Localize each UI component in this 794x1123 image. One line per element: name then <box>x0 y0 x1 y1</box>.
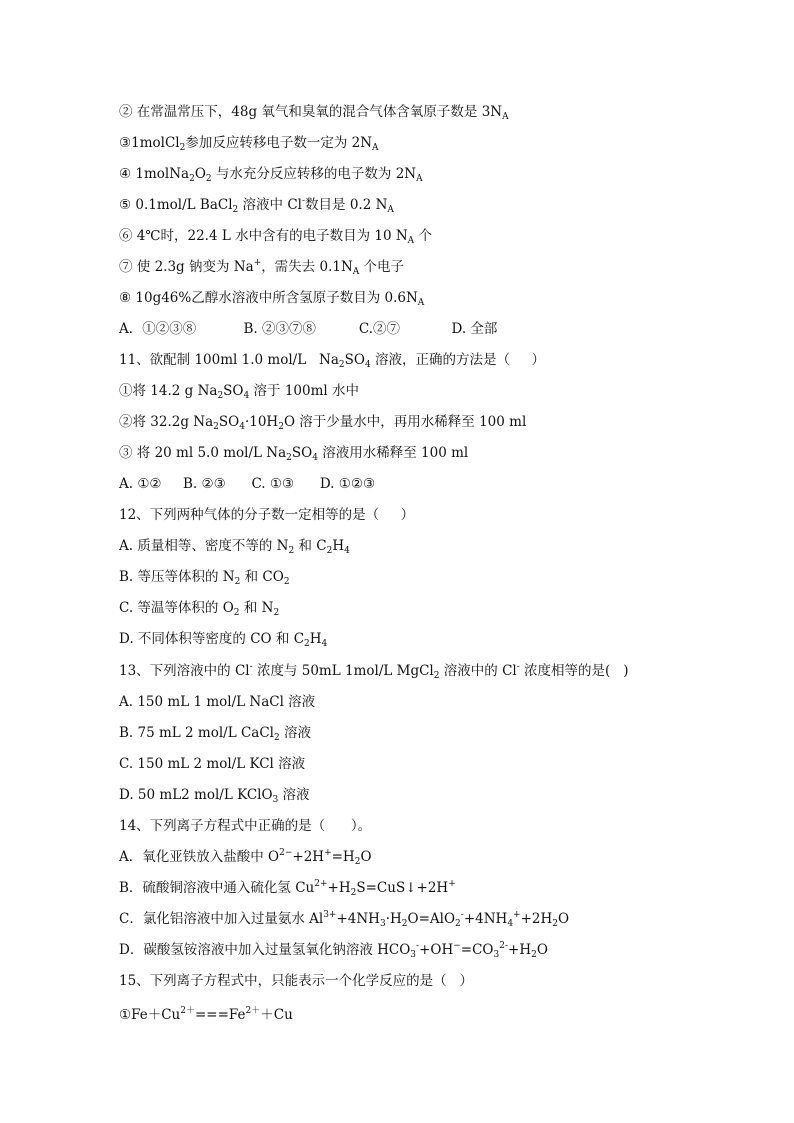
question-13: 13、下列溶液中的 Cl- 浓度与 50mL 1mol/L MgCl$_2$ 溶液中的 Cl- 浓度相等的是( ) <box>119 662 629 681</box>
q14-option-d: D．碳酸氢铵溶液中加入过量氢氧化钠溶液 $HCO_3^-+OH^-=CO_3^{2-}+H_2O$ <box>119 941 548 960</box>
q14-option-a: A．氧化亚铁放入盐酸中 $O^{2-}+2H^+=H_2O$ <box>119 848 372 867</box>
statement-5: ⑤ 0.1mol/L BaCl$_2$ 溶液中 Cl-数目是 0.2 $N_A$ <box>119 196 394 215</box>
q10-options: A．①②③⑧ B. ②③⑦⑧ C.②⑦ D. 全部 <box>119 321 498 337</box>
q13-option-d: D. 50 mL2 mol/L KClO$_3$ 溶液 <box>119 787 310 805</box>
q12-option-c: C. 等温等体积的 $O_2$ 和 $N_2$ <box>119 600 280 618</box>
question-14: 14、下列离子方程式中正确的是（ ）。 <box>119 818 372 834</box>
q12-option-d: D. 不同体积等密度的 CO 和 $C_2H_4$ <box>119 631 328 649</box>
q11-options: A. ①② B. ②③ C. ①③ D. ①②③ <box>119 476 376 492</box>
statement-3: ③1molCl$_2$参加反应转移电子数一定为 $2N_A$ <box>119 135 379 153</box>
q12-option-a: A. 质量相等、密度不等的 $N_2$ 和 $C_2H_4$ <box>119 538 350 556</box>
q11-method-2: ②将 32.2g $Na_2SO_4\cdot 10H_2O$ 溶于少量水中，再用水稀释至 100 ml <box>119 414 527 432</box>
statement-7: ⑦ 使 2.3g 钠变为 Na+，需失去 $0.1N_A$ 个电子 <box>119 258 405 277</box>
q11-method-3: ③ 将 20 ml 5.0 mol/L $Na_2SO_4$ 溶液用水稀释至 100 ml <box>119 445 469 463</box>
q14-option-c: C．氯化铝溶液中加入过量氨水 $Al^{3+}+4NH_3\cdot H_2O=AlO_2^-+4NH_4^++2H_2O$ <box>119 910 570 929</box>
question-12: 12、下列两种气体的分子数一定相等的是（ ） <box>119 507 415 523</box>
statement-6: ⑥ 4℃时，22.4 L 水中含有的电子数目为 10 $N_A$ 个 <box>119 228 432 246</box>
statement-2: ② 在常温常压下，48g 氧气和臭氧的混合气体含氧原子数是 $3N_A$ <box>119 104 509 122</box>
q12-option-b: B. 等压等体积的 $N_2$ 和 $CO_2$ <box>119 569 290 587</box>
statement-8: ⑧ 10g46%乙醇水溶液中所含氢原子数目为 $0.6N_A$ <box>119 290 425 308</box>
q11-method-1: ①将 14.2 g $Na_2SO_4$ 溶于 100ml 水中 <box>119 383 359 401</box>
q13-option-c: C. 150 mL 2 mol/L KCl 溶液 <box>119 756 306 772</box>
q15-equation-1: $①Fe+Cu^{2+}===Fe^{2+}+Cu$ <box>119 1006 293 1023</box>
q14-option-b: B．硫酸铜溶液中通入硫化氢 $Cu^{2+}+H_2S=CuS↓+2H^+$ <box>119 879 456 898</box>
q13-option-a: A. 150 mL 1 mol/L NaCl 溶液 <box>119 694 316 710</box>
q13-option-b: B. 75 mL 2 mol/L CaCl$_2$ 溶液 <box>119 725 312 743</box>
statement-4: ④ $1molNa_2O_2$ 与水充分反应转移的电子数为 $2N_A$ <box>119 166 423 184</box>
question-11: 11、欲配制 100ml 1.0 mol/L $Na_2SO_4$ 溶液，正确的方法是（ ） <box>119 352 545 370</box>
question-15: 15、下列离子方程式中，只能表示一个化学反应的是（ ） <box>119 973 474 989</box>
